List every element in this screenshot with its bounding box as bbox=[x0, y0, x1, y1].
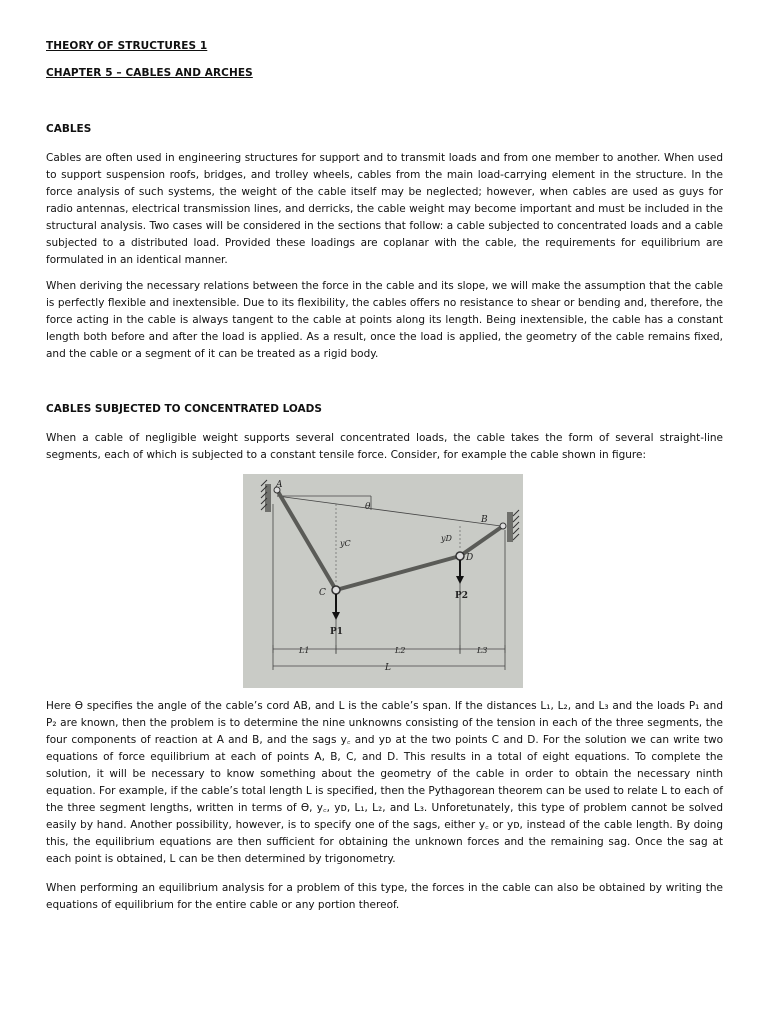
cable-segment-DB bbox=[460, 526, 503, 556]
pin-C bbox=[332, 586, 340, 594]
paragraph-unknowns: Here ϴ specifies the angle of the cable’s cord AB, and L is the cable’s span. If the distances L₁, L₂, and L₃ and the loads P₁ and P₂ are known, then the problem is to determine the nine unknowns consisting of the tension in each of the three segments, the four components of reaction at A and B, and the sags y꜀ and yᴅ at the two points C and D. For the solution we can write two equations of force equilibrium at each of points A, B, C, and D. This results in a total of eight equations. To complete the solution, it will be necessary to know something about the geometry of the cable in order to obtain the necessary ninth equation. For example, if the cable’s total length L is specified, then the Pythagorean theorem can be used to relate L to each of the three segment lengths, written in terms of ϴ, y꜀, yᴅ, L₁, L₂, and L₃. Unforetunately, this type of problem cannot be solved easily by hand. Another possibility, however, is to specify one of the sags, either y꜀ or yᴅ, instead of the cable length. By doing this, the equilibrium equations are then sufficient for obtaining the unknown forces and the remaining sag. Once the sag at each point is obtained, L can be then determined by trigonometry. bbox=[46, 700, 723, 865]
pin-D bbox=[456, 552, 464, 560]
chord-AB bbox=[277, 496, 501, 526]
label-yD: yD bbox=[441, 534, 452, 543]
cable-segment-AC bbox=[277, 490, 336, 590]
label-L3: L3 bbox=[477, 646, 488, 655]
paragraph-equilibrium: When performing an equilibrium analysis for a problem of this type, the forces in the cable can also be obtained by writing the equations of equilibrium for the entire cable or any portion thereof. bbox=[46, 882, 723, 911]
pin-B bbox=[500, 523, 506, 529]
load-arrow-P2 bbox=[456, 560, 464, 584]
cable-segment-CD bbox=[336, 556, 460, 590]
right-support bbox=[507, 510, 519, 542]
section-heading-cables: CABLES bbox=[46, 123, 92, 135]
section-heading-concentrated-loads: CABLES SUBJECTED TO CONCENTRATED LOADS bbox=[46, 403, 322, 415]
label-P1: P1 bbox=[330, 627, 344, 637]
label-C: C bbox=[319, 588, 326, 598]
cable-figure bbox=[243, 474, 523, 688]
label-B: B bbox=[481, 515, 488, 525]
left-support bbox=[261, 480, 271, 512]
label-L: L bbox=[385, 663, 391, 673]
label-D: D bbox=[466, 553, 474, 563]
label-L2: L2 bbox=[395, 646, 406, 655]
paragraph-concentrated-intro: When a cable of negligible weight supports several concentrated loads, the cable takes the form of several straight-line segments, each of which is subjected to a constant tensile force. Consider, for example the cable shown in figure: bbox=[46, 432, 723, 461]
label-A: A bbox=[276, 480, 283, 490]
chapter-title: CHAPTER 5 – CABLES AND ARCHES bbox=[46, 67, 253, 79]
label-yC: yC bbox=[340, 539, 351, 548]
label-P2: P2 bbox=[455, 591, 469, 601]
course-title: THEORY OF STRUCTURES 1 bbox=[46, 40, 208, 52]
paragraph-cables-intro: Cables are often used in engineering structures for support and to transmit loads and from one member to another. When used to support suspension roofs, bridges, and trolley wheels, cables from the main load-carrying element in the structure. In the force analysis of such systems, the weight of the cable itself may be neglected; however, when cables are used as guys for radio antennas, electrical transmission lines, and derricks, the cable weight may become important and must be included in the structural analysis. Two cases will be considered in the sections that follow: a cable subjected to concentrated loads and a cable subjected to a distributed load. Provided these loadings are coplanar with the cable, the requirements for equilibrium are formulated in an identical manner. bbox=[46, 152, 723, 266]
paragraph-cables-assumptions: When deriving the necessary relations between the force in the cable and its slope, we will make the assumption that the cable is perfectly flexible and inextensible. Due to its flexibility, the cables offers no resistance to shear or bending and, therefore, the force acting in the cable is always tangent to the cable at points along its length. Being inextensible, the cable has a constant length both before and after the load is applied. As a result, once the load is applied, the geometry of the cable remains fixed, and the cable or a segment of it can be treated as a rigid body. bbox=[46, 280, 723, 360]
cable-diagram bbox=[243, 474, 523, 688]
load-arrow-P1 bbox=[332, 594, 340, 620]
label-theta: θ bbox=[365, 502, 371, 512]
label-L1: L1 bbox=[299, 646, 310, 655]
